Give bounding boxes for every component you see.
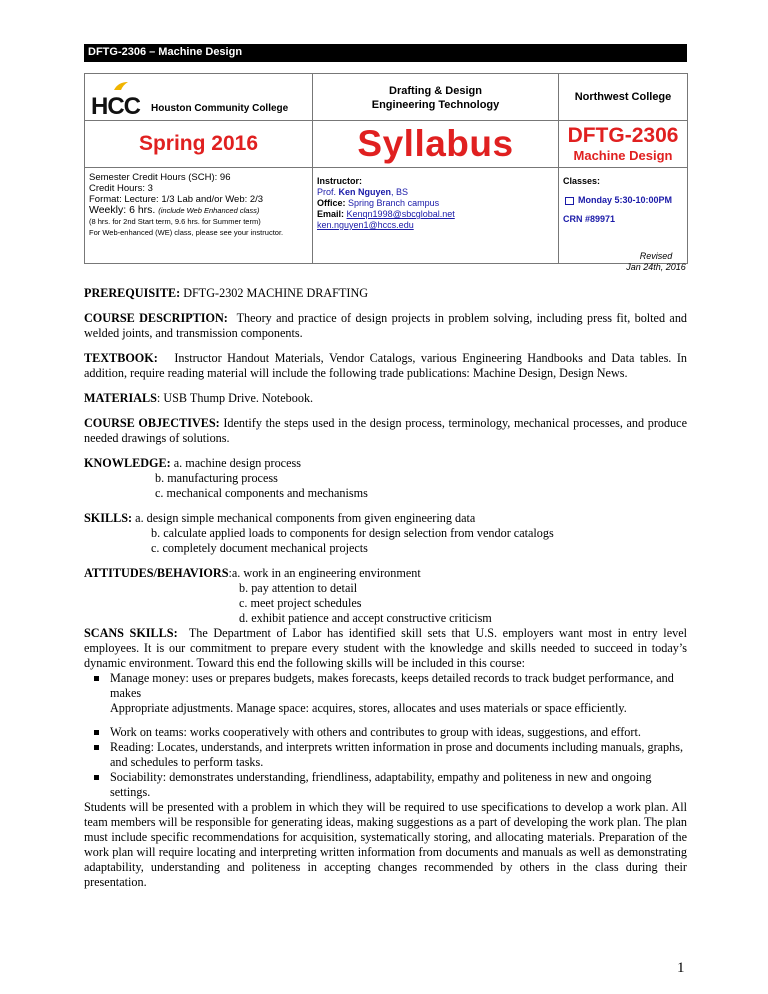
hcc-bird-logo-icon [112,81,130,91]
materials: MATERIALS: USB Thump Drive. Notebook. [84,391,314,405]
program-line2: Engineering Technology [371,99,500,111]
classes-cell [559,168,688,264]
list-item: Reading: Locates, understands, and interprets written information in prose and documents including manuals, graphs, and schedules to perform tasks. [110,740,687,770]
instructor-cell [313,168,559,264]
skills-list: SKILLS: a. design simple mechanical components from given engineering data b. calculate applied loads to components for design selection from vendor catalogs c. completely document mechanical projects [84,511,554,555]
textbook: TEXTBOOK: Instructor Handout Materials, Vendor Catalogs, various Engineering Handbooks and Data tables. In addition, require reading material will include the following trade publications: Machine Design, Design News. [84,351,688,380]
course-objectives: COURSE OBJECTIVES: Identify the steps used in the design process, terminology, mechanical processes, and produce needed drawings of solutions. [84,416,688,445]
email-line: Email: Kenqn1998@sbcglobal.net [317,209,455,219]
page-number-top: 1 [678,44,686,60]
scans-intro: SCANS SKILLS: The Department of Labor has identified skill sets that U.S. employers want most in entry level employees. It is our commitment to prepare every student with the knowledge and skills needed to succeed in today’s dynamic environment. Toward this end the following skills will be included in this course: [84,626,687,670]
email-link-1[interactable]: Kenqn1998@sbcglobal.net [346,209,455,219]
checkbox-icon [565,197,574,205]
page-number-bottom: 1 [677,960,685,976]
program-line1: Drafting & Design [389,85,482,97]
web-note: For Web-enhanced (WE) class, please see your instructor. [89,228,284,237]
format-hours: Format: Lecture: 1/3 Lab and/or Web: 2/3 [89,194,264,205]
campus-name: Northwest College [559,74,688,121]
college-name: Houston Community College [151,103,289,114]
list-item: Sociability: demonstrates understanding, friendliness, adaptability, empathy and politeness in new and ongoing settings. [110,770,687,800]
scans-skills-list [84,671,687,800]
office-line: Office: Spring Branch campus [317,198,440,208]
header-bar [84,44,687,62]
course-description: COURSE DESCRIPTION: Theory and practice of design projects in problem solving, including press fit, bolted and welded joints, and transmission components. [84,311,688,340]
prerequisite: PREREQUISITE: DFTG-2302 MACHINE DRAFTING [84,286,369,300]
weekly-hours: Weekly: 6 hrs. (include Web Enhanced class) [89,204,260,216]
instructor-label: Instructor: [317,176,362,186]
email-link-2[interactable]: ken.nguyen1@hccs.edu [317,220,414,230]
attitudes-list: ATTITUDES/BEHAVIORS:a. work in an engineering environment b. pay attention to detail c. meet project schedules d. exhibit patience and accept constructive criticism [84,566,492,625]
document-title: Syllabus [313,121,559,168]
term-hours-note: (8 hrs. for 2nd Start term, 9.6 hrs. for Summer term) [89,217,261,226]
crn-number: CRN #89971 [563,214,616,224]
syllabus-body [84,286,687,890]
knowledge-list: KNOWLEDGE: a. machine design process b. manufacturing process c. mechanical components and mechanisms [84,456,368,500]
college-logo-cell [85,74,313,121]
sch-hours: Semester Credit Hours (SCH): 96 [89,172,231,183]
credit-hours: Credit Hours: 3 [89,183,153,194]
course-title-cell [559,121,688,168]
course-code: DFTG-2306 [567,124,679,147]
course-name: Machine Design [573,148,673,163]
logo-initials: HCC [91,93,140,120]
revision-note: Revised Jan 24th, 2016 [626,251,686,272]
term-label: Spring 2016 [85,121,313,168]
list-item: Manage money: uses or prepares budgets, makes forecasts, keeps detailed records to track budget performance, and makes Appropriate adjustments. Manage space: acquires, stores, allocates and uses materials or space efficiently. [110,671,687,716]
program-cell [313,74,559,121]
class-time: Monday 5:30-10:00PM [563,195,683,206]
closing-paragraph: Students will be presented with a problem in which they will be required to use specifications to develop a work plan. All team members will be responsible for generating ideas, making suggestions as a part of developing the work plan. The plan must include specific recommendations for acquisition, systematically storing, and allocating materials. Preparation of the work plan will require locating and interpreting written information from documents and manuals as well as demonstrating adaptability, understanding and politeness in accepting changes recommended by others in the class during their presentation. [84,800,687,889]
classes-label: Classes: [563,176,601,186]
header-title: DFTG-2306 – Machine Design [88,46,243,58]
instructor-name-line: Prof. Ken Nguyen, BS [317,187,409,197]
instructor-name: Ken Nguyen [338,187,392,197]
list-item: Work on teams: works cooperatively with others and contributes to group with ideas, suggestions, and effort. [110,725,687,740]
hours-cell [85,168,313,264]
syllabus-header-table [84,73,688,264]
